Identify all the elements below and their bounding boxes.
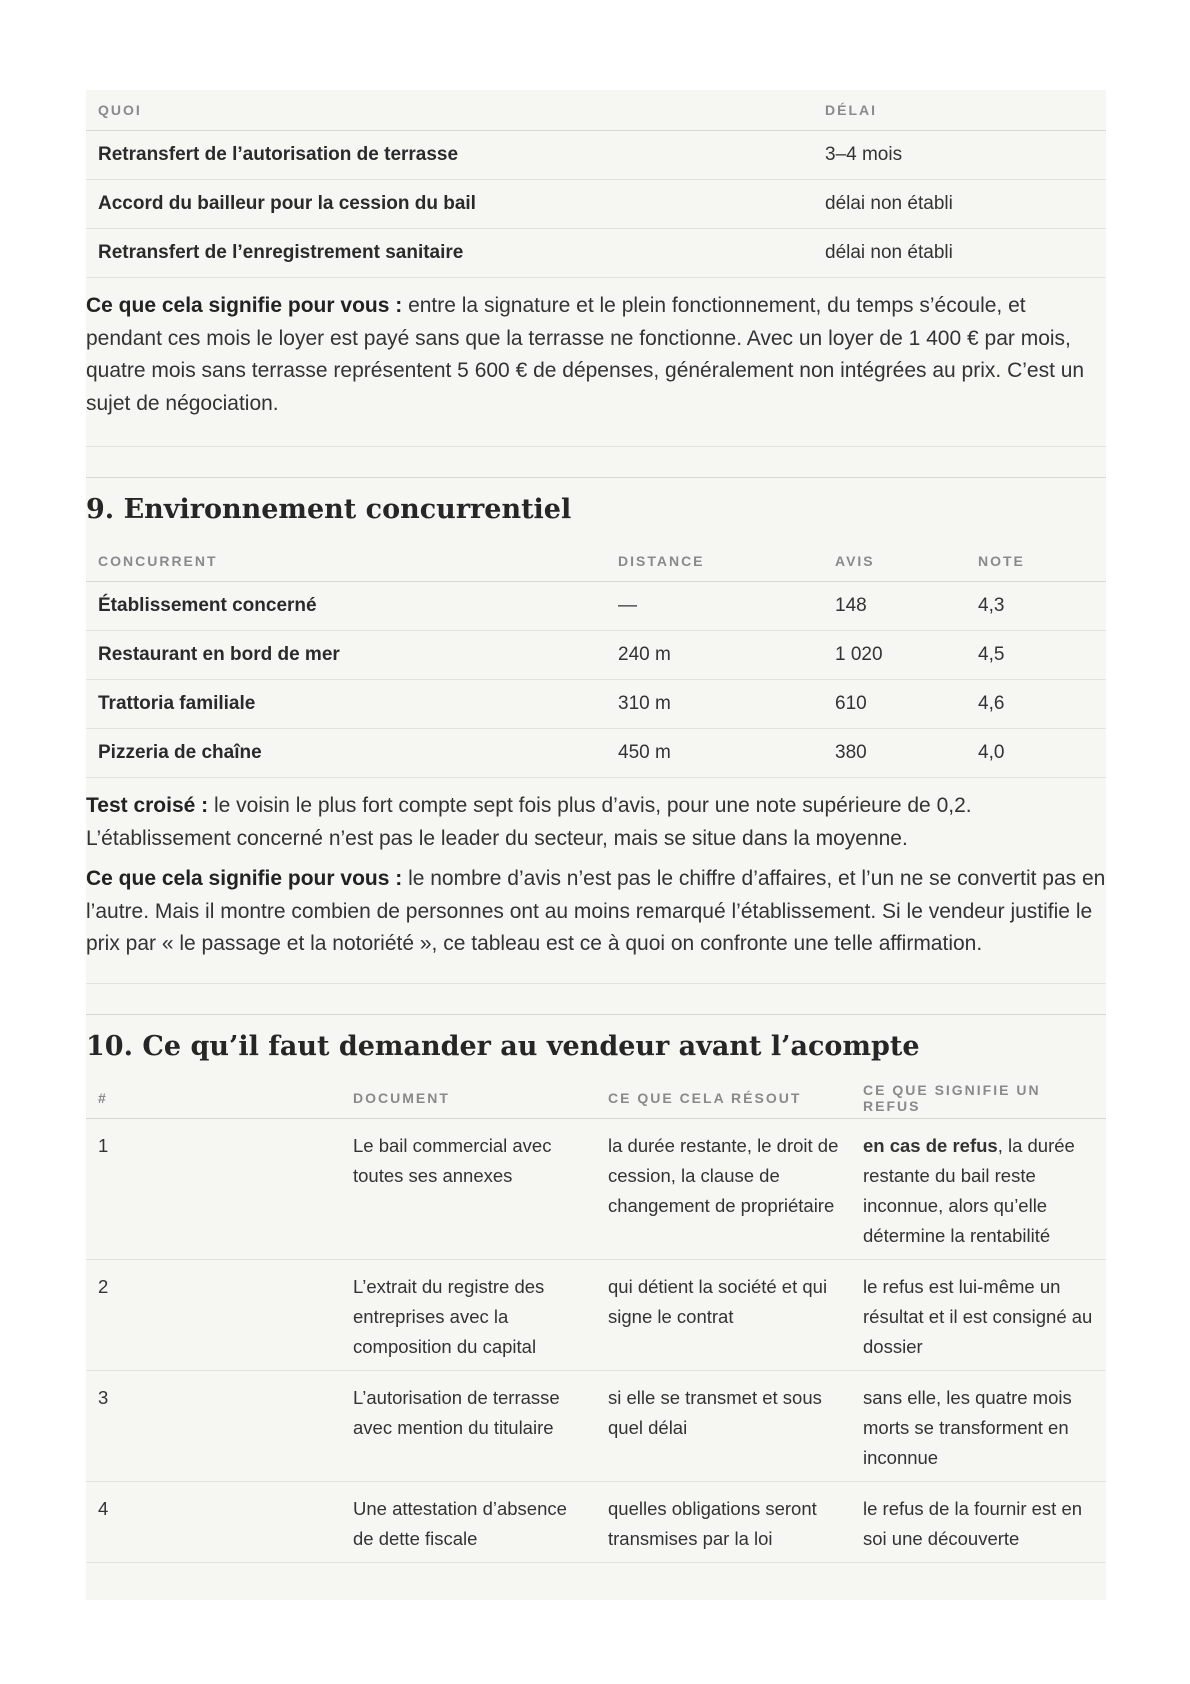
refusal-lead: en cas de refus (863, 1134, 998, 1156)
table-row (86, 229, 1106, 278)
column-header: QUOI (86, 90, 813, 131)
paragraph-text: le nombre d’avis n’est pas le chiffre d’affaires, et l’un ne se convertit pas en l’autre. Mais il montre combien de personnes ont au moins remarqué l’établissement. Si le vendeur justifie le prix par « le passage et la notoriété », ce tableau est ce à quoi on confronte une telle affirmation. (86, 867, 1106, 955)
paragraph-lead: Test croisé : (86, 794, 209, 817)
table-cell: délai non établi (813, 229, 1106, 278)
table-cell: 450 m (606, 729, 823, 778)
table-header-row (86, 90, 1106, 131)
table-cell: 1 020 (823, 631, 966, 680)
column-header: CONCURRENT (86, 541, 606, 582)
paragraph-lead: Ce que cela signifie pour vous : (86, 294, 403, 317)
column-header: CE QUE CELA RÉSOUT (596, 1078, 851, 1119)
table-cell: Restaurant en bord de mer (86, 631, 606, 680)
refusal-cell (851, 1370, 1106, 1481)
paragraph-text: entre la signature et le plein fonctionnement, du temps s’écoule, et pendant ces mois le loyer est payé sans que la terrasse ne fonctionne. Avec un loyer de 1 400 € par mois, quatre mois sans terrasse représentent 5 600 € de dépenses, généralement non intégrées au prix. C’est un sujet de négociation. (86, 294, 1085, 415)
solves-cell: la durée restante, le droit de cession, la clause de changement de propriétaire (596, 1118, 851, 1259)
table-cell: 148 (823, 582, 966, 631)
section-title: 10. Ce qu’il faut demander au vendeur avant l’acompte (86, 1030, 920, 1062)
section-divider (86, 446, 1106, 478)
table-row (86, 680, 1106, 729)
paragraph-lead: Ce que cela signifie pour vous : (86, 867, 403, 890)
column-header: DOCUMENT (341, 1078, 596, 1119)
table-cell: Retransfert de l’autorisation de terrasse (86, 131, 813, 180)
refusal-text: , la durée restante du bail reste inconnue, alors qu’elle détermine la rentabilité (863, 1134, 1075, 1246)
table-row (86, 180, 1106, 229)
table-cell: Pizzeria de chaîne (86, 729, 606, 778)
table-row (86, 631, 1106, 680)
table-cell: — (606, 582, 823, 631)
document-cell: Une attestation d’absence de dette fiscale (341, 1481, 596, 1562)
table-cell: 3–4 mois (813, 131, 1106, 180)
table-row (86, 1481, 1106, 1562)
row-number: 4 (86, 1481, 341, 1562)
table-cell: 4,6 (966, 680, 1106, 729)
column-header: AVIS (823, 541, 966, 582)
document-cell: L’autorisation de terrasse avec mention du titulaire (341, 1370, 596, 1481)
table-header-row (86, 1078, 1106, 1119)
column-header: NOTE (966, 541, 1106, 582)
table-row (86, 1118, 1106, 1259)
row-number: 1 (86, 1118, 341, 1259)
column-header: DÉLAI (813, 90, 1106, 131)
row-number: 2 (86, 1259, 341, 1370)
table-header-row (86, 541, 1106, 582)
table-cell: 380 (823, 729, 966, 778)
refusal-text: sans elle, les quatre mois morts se transforment en inconnue (863, 1386, 1072, 1468)
refusal-text: le refus est lui-même un résultat et il est consigné au dossier (863, 1275, 1093, 1357)
solves-cell: si elle se transmet et sous quel délai (596, 1370, 851, 1481)
column-header: DISTANCE (606, 541, 823, 582)
competitors-table (86, 541, 1106, 778)
document-cell: Le bail commercial avec toutes ses annexes (341, 1118, 596, 1259)
table-row (86, 1259, 1106, 1370)
refusal-text: le refus de la fournir est en soi une découverte (863, 1497, 1083, 1549)
section-title: 9. Environnement concurrentiel (86, 494, 572, 525)
table-cell: 240 m (606, 631, 823, 680)
table-cell: 310 m (606, 680, 823, 729)
table-cell: Accord du bailleur pour la cession du bail (86, 180, 813, 229)
document-sheet (86, 90, 1106, 1600)
table-row (86, 582, 1106, 631)
table-cell: Retransfert de l’enregistrement sanitaire (86, 229, 813, 278)
table-cell: 4,3 (966, 582, 1106, 631)
solves-cell: quelles obligations seront transmises par la loi (596, 1481, 851, 1562)
row-number: 3 (86, 1370, 341, 1481)
table-row (86, 729, 1106, 778)
document-cell: L’extrait du registre des entreprises avec la composition du capital (341, 1259, 596, 1370)
delays-table (86, 90, 1106, 278)
paragraph-text: le voisin le plus fort compte sept fois plus d’avis, pour une note supérieure de 0,2. L’établissement concerné n’est pas le leader du secteur, mais se situe dans la moyenne. (86, 794, 972, 850)
refusal-cell (851, 1259, 1106, 1370)
refusal-cell (851, 1118, 1106, 1259)
table-cell: Établissement concerné (86, 582, 606, 631)
meaning-paragraph (86, 863, 1106, 961)
column-header: # (86, 1078, 341, 1119)
table-cell: 610 (823, 680, 966, 729)
table-row (86, 1370, 1106, 1481)
table-cell: délai non établi (813, 180, 1106, 229)
meaning-paragraph (86, 290, 1106, 420)
solves-cell: qui détient la société et qui signe le contrat (596, 1259, 851, 1370)
table-cell: 4,0 (966, 729, 1106, 778)
table-cell: Trattoria familiale (86, 680, 606, 729)
crosstest-paragraph (86, 790, 1106, 855)
section-divider (86, 983, 1106, 1015)
questions-table (86, 1078, 1106, 1563)
column-header: CE QUE SIGNIFIE UN REFUS (851, 1078, 1106, 1119)
table-row (86, 131, 1106, 180)
table-cell: 4,5 (966, 631, 1106, 680)
refusal-cell (851, 1481, 1106, 1562)
